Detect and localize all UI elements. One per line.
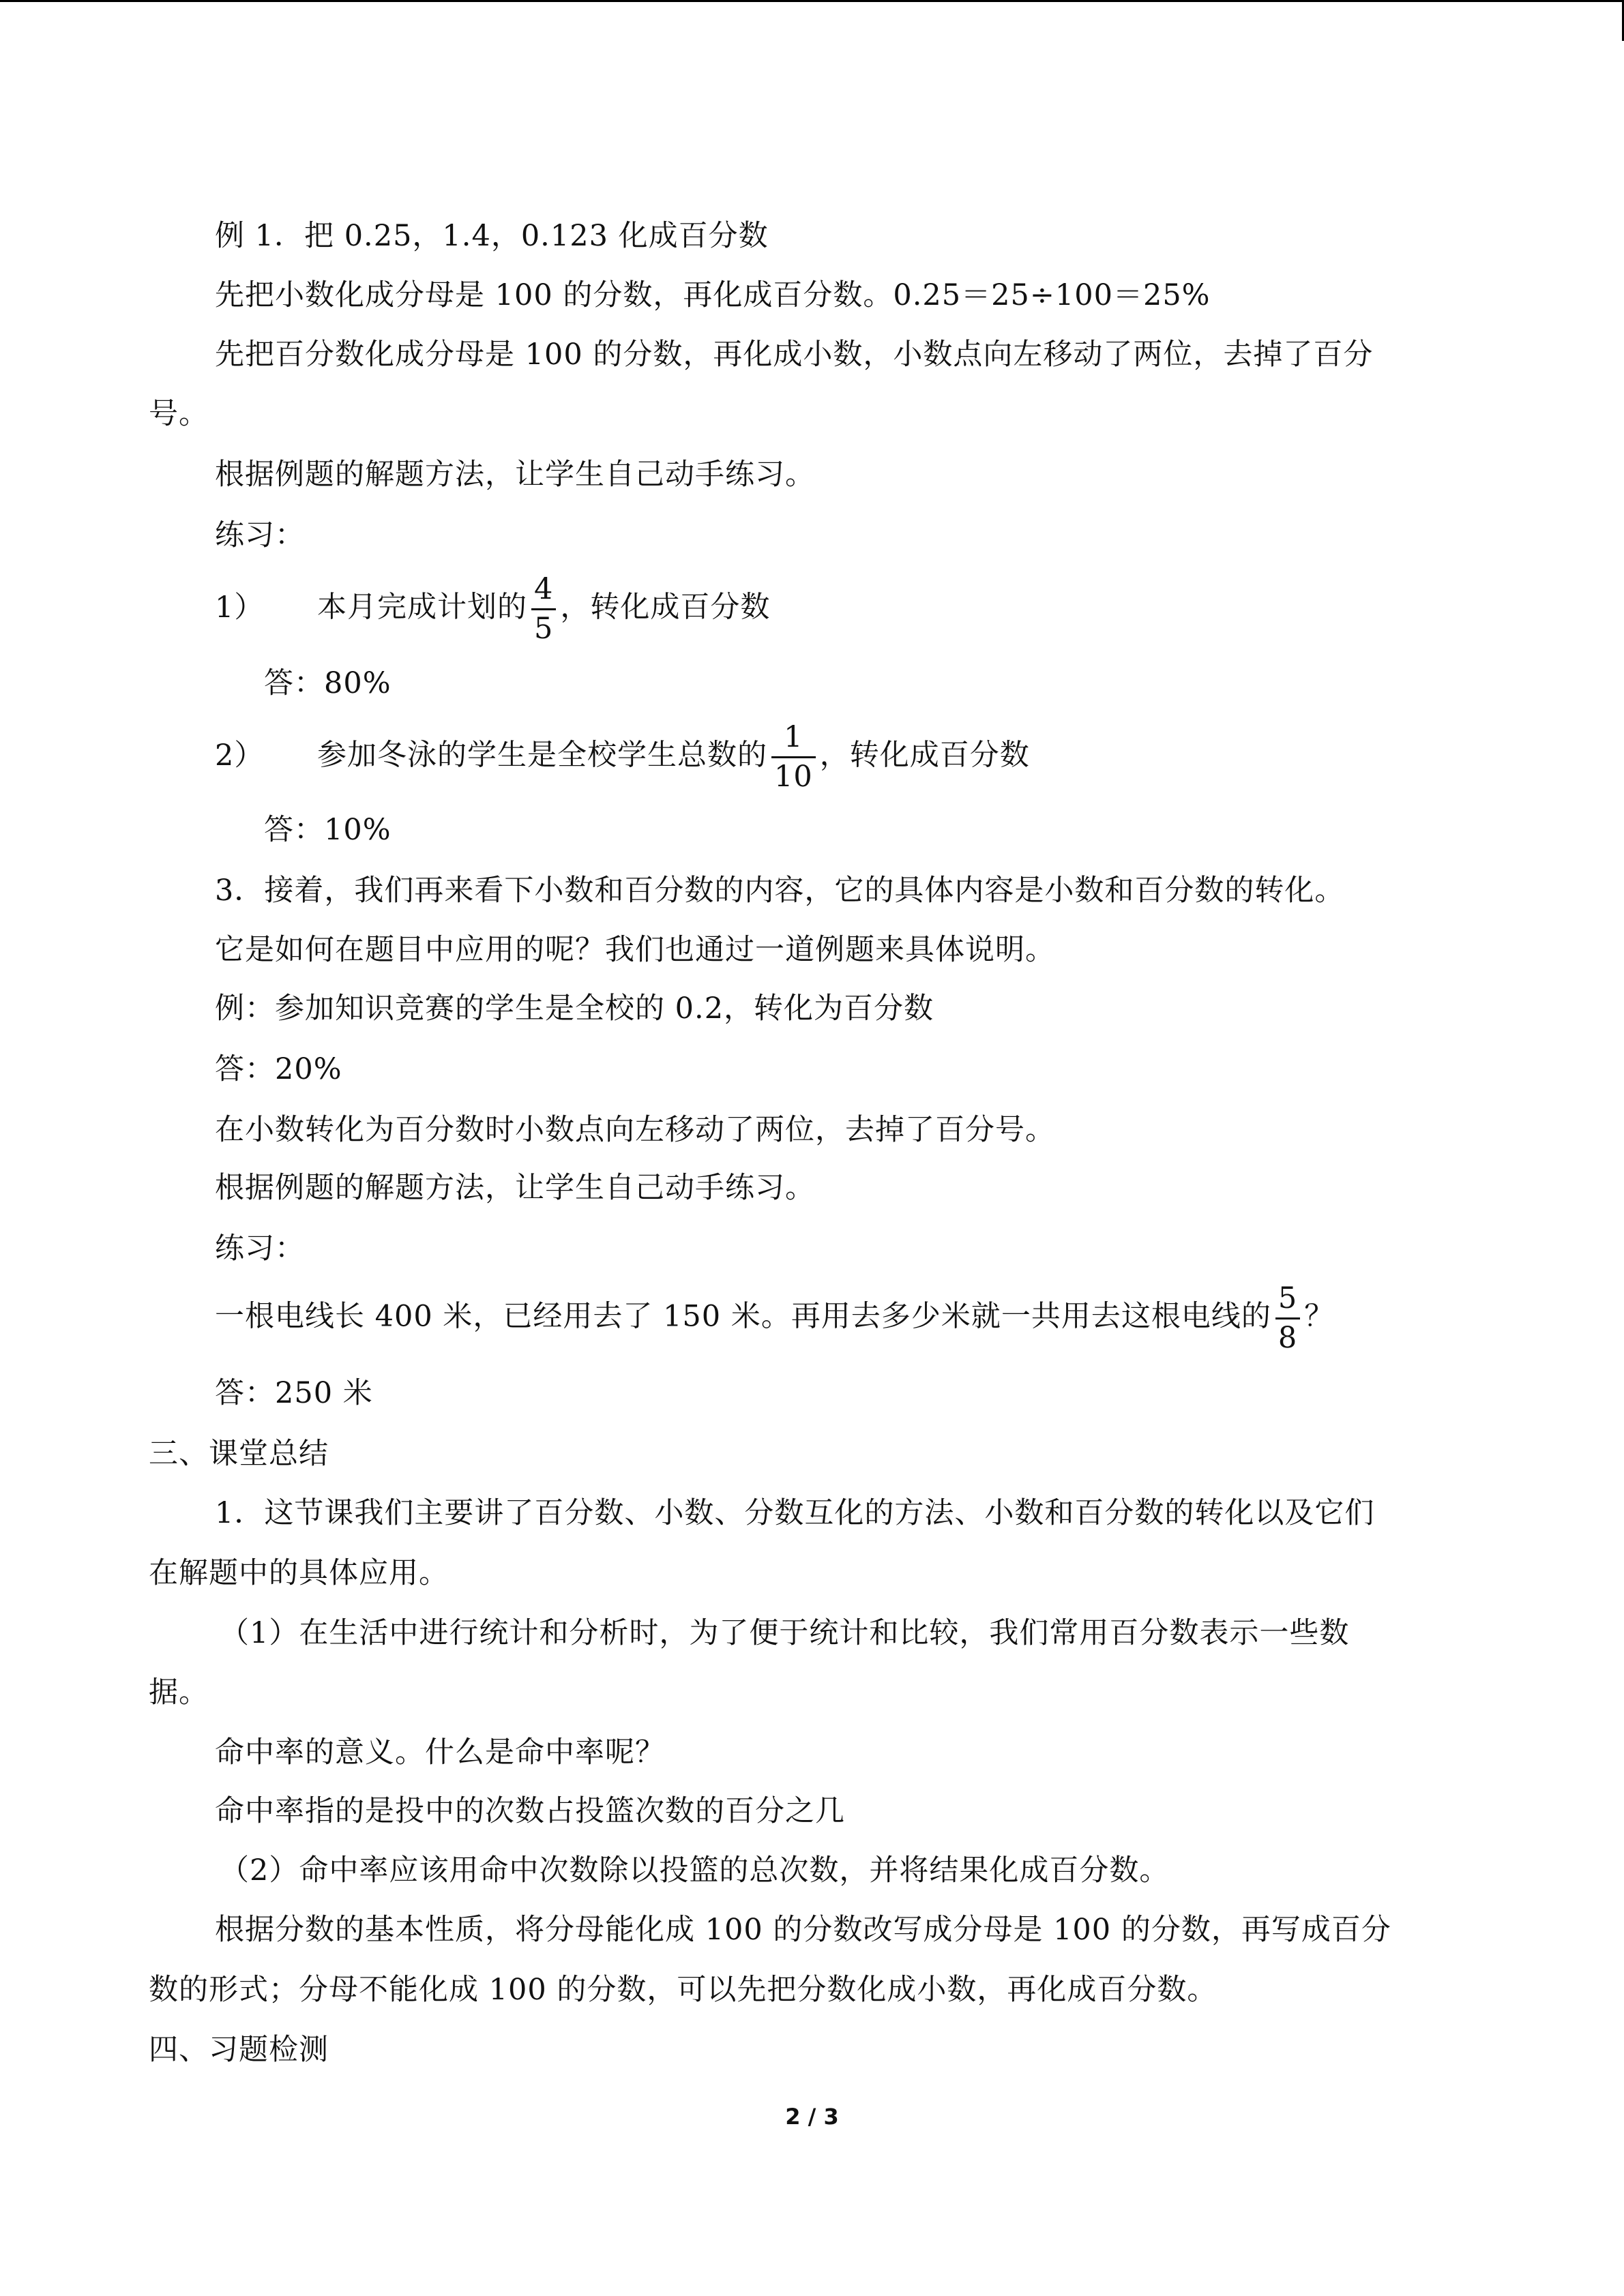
item-text-tail: ，转化成百分数 [560,590,771,625]
summary-point-1-cont: 据。 [149,1675,209,1710]
hit-rate-question: 命中率的意义。什么是命中率呢？ [215,1735,665,1770]
item-number: 1） [215,590,265,625]
example-1-line: 例 1．把 0.25，1.4，0.123 化成百分数 [215,219,769,253]
answer-3: 答：250 米 [215,1376,373,1410]
example-2-answer: 答：20% [215,1052,342,1086]
method-line-2-cont: 号。 [149,397,209,431]
hit-rate-definition: 命中率指的是投中的次数占投篮次数的百分之几 [215,1794,845,1828]
fraction-property-line-cont: 数的形式；分母不能化成 100 的分数，可以先把分数化成小数，再化成百分数。 [149,1973,1217,2007]
section-3-line-2: 它是如何在题目中应用的呢？我们也通过一道例题来具体说明。 [215,933,1055,967]
fraction-property-line: 根据分数的基本性质，将分母能化成 100 的分数改写成分母是 100 的分数，再写成百分 [215,1913,1391,1947]
item-text: 参加冬泳的学生是全校学生总数的 [317,738,767,773]
summary-line-1-cont: 在解题中的具体应用。 [149,1556,449,1590]
fraction-denominator: 8 [1278,1321,1298,1355]
method-line-2: 先把百分数化成分母是 100 的分数，再化成小数，小数点向左移动了两位，去掉了百分 [215,338,1374,372]
explanation-line: 在小数转化为百分数时小数点向左移动了两位，去掉了百分号。 [215,1113,1055,1147]
practice-intro: 根据例题的解题方法，让学生自己动手练习。 [215,458,815,492]
summary-point-2: （2）命中率应该用命中次数除以投篮的总次数，并将结果化成百分数。 [220,1853,1170,1888]
section-heading-summary: 三、课堂总结 [149,1437,329,1471]
practice-item-2 [215,720,1030,794]
fraction-numerator: 1 [771,723,816,758]
practice-heading-2: 练习： [215,1232,305,1266]
page-top-border [0,0,1624,2]
fraction-4-5 [531,572,556,646]
fraction-numerator: 4 [531,575,556,610]
fraction-5-8 [1275,1281,1300,1355]
practice-heading: 练习： [215,518,305,552]
page-number: 2 / 3 [785,2104,839,2130]
practice-item-1 [215,572,771,646]
fraction-1-10 [771,720,816,794]
fraction-denominator: 5 [534,612,554,646]
practice-intro-2: 根据例题的解题方法，让学生自己动手练习。 [215,1171,815,1205]
item-text-tail: ？ [1304,1299,1335,1334]
section-heading-exercises: 四、习题检测 [149,2033,329,2067]
summary-point-1: （1）在生活中进行统计和分析时，为了便于统计和比较，我们常用百分数表示一些数 [220,1616,1350,1650]
fraction-denominator: 10 [774,760,813,794]
method-line: 先把小数化成分母是 100 的分数，再化成百分数。0.25＝25÷100＝25% [215,278,1211,312]
summary-line-1: 1．这节课我们主要讲了百分数、小数、分数互化的方法、小数和百分数的转化以及它们 [215,1496,1375,1530]
answer-1: 答：80% [264,666,392,700]
item-text-tail: ，转化成百分数 [819,738,1030,773]
practice-item-3 [215,1281,1335,1355]
item-number: 2） [215,738,265,773]
item-text: 本月完成计划的 [317,590,527,625]
item-text: 一根电线长 400 米，已经用去了 150 米。再用去多少米就一共用去这根电线的 [215,1299,1271,1334]
fraction-numerator: 5 [1275,1284,1300,1320]
example-2-line: 例：参加知识竞赛的学生是全校的 0.2，转化为百分数 [215,992,934,1026]
answer-2: 答：10% [264,813,392,847]
section-3-line: 3．接着，我们再来看下小数和百分数的内容，它的具体内容是小数和百分数的转化。 [215,874,1345,908]
